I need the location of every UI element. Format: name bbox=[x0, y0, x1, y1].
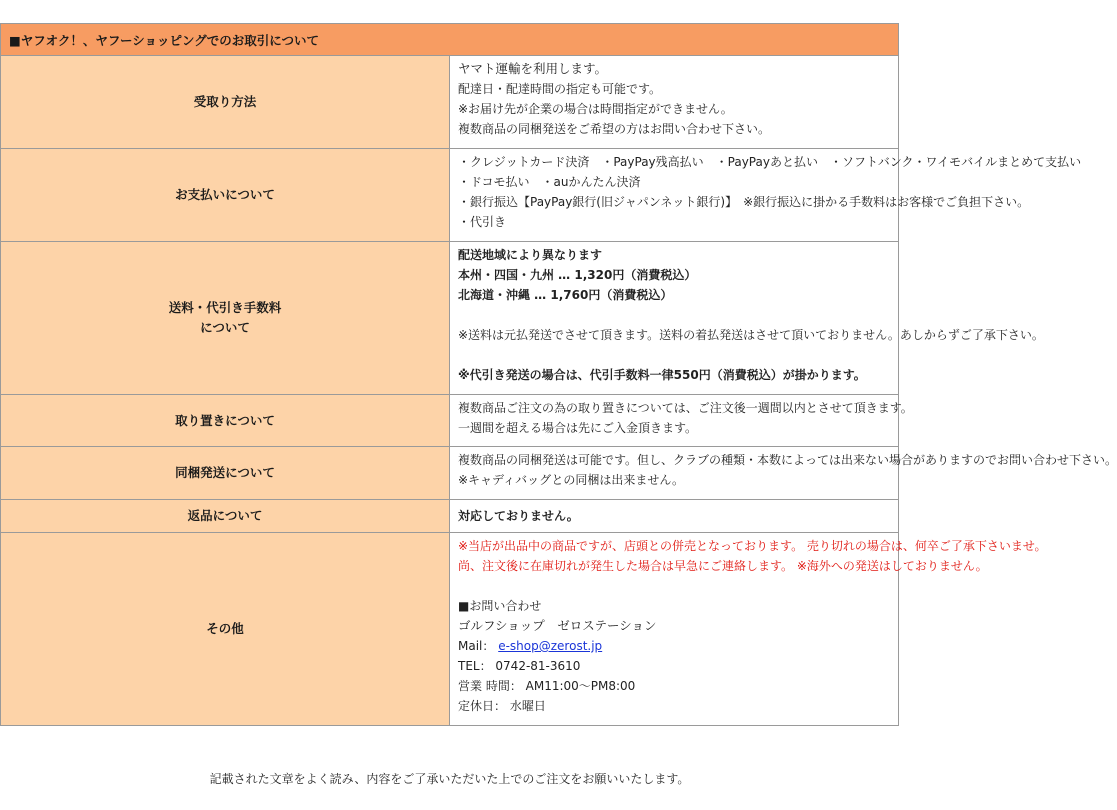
bundle-line-2: ※キャディバッグとの同梱は出来ません。 bbox=[458, 473, 685, 487]
content-receive bbox=[450, 56, 899, 149]
closed-line: 定休日： 水曜日 bbox=[458, 699, 546, 713]
hold-line-2: 一週間を超える場合は先にご入金頂きます。 bbox=[458, 421, 698, 435]
table-title: ■ヤフオク！、ヤフーショッピングでのお取引について bbox=[1, 24, 899, 56]
label-returns: 返品について bbox=[1, 500, 450, 533]
other-stock-note: ※当店が出品中の商品ですが、店頭との併売となっております。 売り切れの場合は、何卒ご了承下さいませ。 bbox=[458, 539, 1047, 553]
content-bundle bbox=[450, 447, 1117, 500]
spacer bbox=[458, 305, 890, 325]
policy-table-wrapper bbox=[0, 23, 1117, 726]
label-payment: お支払いについて bbox=[1, 149, 450, 242]
contact-heading: ■お問い合わせ bbox=[458, 599, 542, 613]
label-bundle: 同梱発送について bbox=[1, 447, 450, 500]
receive-line-2: 配達日・配達時間の指定も可能です。 bbox=[458, 82, 662, 96]
row-receive bbox=[1, 56, 899, 149]
policy-table bbox=[0, 23, 1117, 726]
label-shipping-line-2: について bbox=[200, 320, 250, 335]
table-header-row bbox=[1, 24, 899, 56]
shipping-region-note: 配送地域により異なります bbox=[458, 248, 603, 262]
row-returns bbox=[1, 500, 899, 533]
payment-line-3: ・銀行振込【PayPay銀行(旧ジャパンネット銀行)】 ※銀行振込に掛かる手数料はお客様でご負担下さい。 bbox=[458, 195, 1030, 209]
row-other bbox=[1, 533, 899, 726]
tel-line: TEL： 0742-81-3610 bbox=[458, 659, 581, 673]
receive-line-1: ヤマト運輸を利用します。 bbox=[458, 61, 608, 76]
payment-line-1: ・クレジットカード決済 ・PayPay残高払い ・PayPayあと払い ・ソフトバンク・ワイモバイルまとめて支払い bbox=[458, 155, 1082, 169]
content-other bbox=[450, 533, 1047, 726]
content-payment bbox=[450, 149, 1082, 242]
hold-line-1: 複数商品ご注文の為の取り置きについては、ご注文後一週間以内とさせて頂きます。 bbox=[458, 401, 913, 415]
content-hold bbox=[450, 395, 913, 447]
row-shipping bbox=[1, 242, 899, 395]
label-other: その他 bbox=[1, 533, 450, 726]
shop-name: ゴルフショップ ゼロステーション bbox=[458, 618, 657, 633]
content-returns: 対応しておりません。 bbox=[450, 500, 899, 533]
label-receive: 受取り方法 bbox=[1, 56, 450, 149]
bundle-line-1: 複数商品の同梱発送は可能です。但し、クラブの種類・本数によっては出来ない場合がありますのでお問い合わせ下さい。 bbox=[458, 453, 1117, 467]
mail-link[interactable]: e-shop@zerost.jp bbox=[498, 639, 603, 653]
payment-line-2: ・ドコモ払い ・auかんたん決済 bbox=[458, 175, 641, 189]
row-hold bbox=[1, 395, 899, 447]
row-bundle bbox=[1, 447, 899, 500]
mail-label: Mail： bbox=[458, 639, 495, 653]
label-shipping-line-1: 送料・代引き手数料 bbox=[168, 300, 282, 315]
content-shipping bbox=[450, 242, 1044, 395]
shipping-prepaid-note: ※送料は元払発送でさせて頂きます。送料の着払発送はさせて頂いておりません。あしからずご了承下さい。 bbox=[458, 328, 1044, 342]
shipping-rate-honshu: 本州・四国・九州 … 1,320円（消費税込） bbox=[458, 268, 697, 282]
row-payment bbox=[1, 149, 899, 242]
receive-line-3: ※お届け先が企業の場合は時間指定ができません。 bbox=[458, 102, 733, 116]
label-hold: 取り置きについて bbox=[1, 395, 450, 447]
receive-line-4: 複数商品の同梱発送をご希望の方はお問い合わせ下さい。 bbox=[458, 122, 771, 136]
mail-line bbox=[458, 636, 890, 656]
spacer bbox=[458, 576, 890, 596]
payment-line-4: ・代引き bbox=[458, 215, 507, 229]
hours-line: 営業 時間： AM11:00～PM8:00 bbox=[458, 679, 636, 693]
spacer bbox=[458, 345, 890, 365]
footer-note: 記載された文章をよく読み、内容をご了承いただいた上でのご注文をお願いいたします。 bbox=[209, 772, 690, 786]
other-overseas-note: 尚、注文後に在庫切れが発生した場合は早急にご連絡します。 ※海外への発送はしておりません。 bbox=[458, 559, 988, 573]
shipping-rate-hokkaido: 北海道・沖縄 … 1,760円（消費税込） bbox=[458, 288, 673, 302]
label-shipping bbox=[1, 242, 450, 395]
shipping-cod-note: ※代引き発送の場合は、代引手数料一律550円（消費税込）が掛かります。 bbox=[458, 368, 866, 382]
